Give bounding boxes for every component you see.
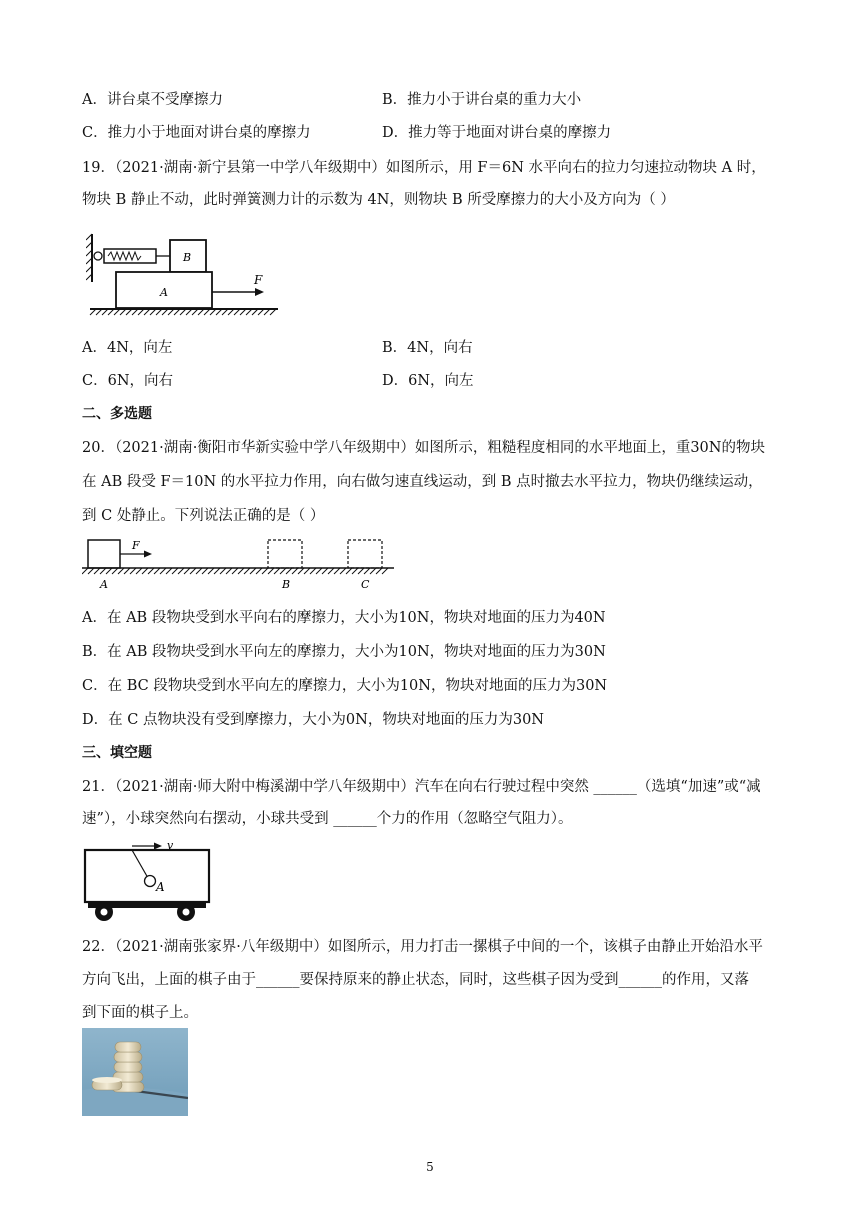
q20-option-a: A．在 AB 段物块受到水平向右的摩擦力，大小为10N，物块对地面的压力为40N [82, 610, 606, 626]
q22-photo-chess-pieces [82, 1028, 188, 1116]
q21-stem-line1: 21．（2021·湖南·师大附中梅溪湖中学八年级期中）汽车在向右行驶过程中突然 ______（选填“加速”或“减 [82, 779, 761, 795]
q20-label-a: A [100, 578, 108, 591]
q21-stem-line2: 速”），小球突然向右摆动，小球共受到 ______个力的作用（忽略空气阻力）。 [82, 811, 573, 827]
q19-stem-line2: 物块 B 静止不动，此时弹簧测力计的示数为 4N，则物块 B 所受摩擦力的大小及方向为（ ） [82, 192, 675, 208]
q18-option-a: A．讲台桌不受摩擦力 [82, 92, 223, 108]
q20-label-c: C [361, 578, 370, 591]
q20-stem-line2: 在 AB 段受 F＝10N 的水平拉力作用，向右做匀速直线运动，到 B 点时撤去水平拉力，物块仍继续运动， [82, 474, 763, 490]
q20-label-b: B [282, 578, 291, 591]
q19-option-b: B．4N，向右 [382, 340, 473, 356]
q19-label-f: F [254, 273, 263, 287]
q22-stem-line1: 22．（2021·湖南张家界·八年级期中）如图所示，用力打击一摞棋子中间的一个，该棋子由静止开始沿水平 [82, 939, 763, 955]
q21-figure [82, 838, 212, 924]
q20-stem-line1: 20．（2021·湖南·衡阳市华新实验中学八年级期中）如图所示，粗糙程度相同的水平地面上，重30N的物块 [82, 440, 765, 456]
section-title-multiple-choice: 二、多选题 [82, 406, 152, 422]
q18-option-d: D．推力等于地面对讲台桌的摩擦力 [382, 125, 612, 141]
q18-option-c: C．推力小于地面对讲台桌的摩擦力 [82, 125, 311, 141]
q19-figure [86, 230, 281, 325]
q21-label-a: A [156, 880, 165, 894]
q20-option-d: D．在 C 点物块没有受到摩擦力，大小为0N，物块对地面的压力为30N [82, 712, 544, 728]
q20-option-b: B．在 AB 段物块受到水平向左的摩擦力，大小为10N，物块对地面的压力为30N [82, 644, 606, 660]
q20-option-c: C．在 BC 段物块受到水平向左的摩擦力，大小为10N，物块对地面的压力为30N [82, 678, 608, 694]
q20-stem-line3: 到 C 处静止。下列说法正确的是（ ） [82, 508, 325, 524]
q19-label-a: A [160, 286, 168, 299]
q19-option-c: C．6N，向右 [82, 373, 174, 389]
q19-stem-line1: 19．（2021·湖南·新宁县第一中学八年级期中）如图所示，用 F＝6N 水平向右的拉力匀速拉动物块 A 时， [82, 160, 766, 176]
q19-option-d: D．6N，向左 [382, 373, 474, 389]
q22-stem-line2: 方向飞出，上面的棋子由于______要保持原来的静止状态，同时，这些棋子因为受到______的作用，又落 [82, 972, 749, 988]
q20-figure [82, 536, 398, 594]
q19-option-a: A．4N，向左 [82, 340, 173, 356]
q21-label-v: v [167, 839, 174, 852]
q22-stem-line3: 到下面的棋子上。 [82, 1005, 198, 1021]
section-title-fill-in: 三、填空题 [82, 745, 152, 761]
q19-label-b: B [183, 251, 192, 264]
q18-option-b: B．推力小于讲台桌的重力大小 [382, 92, 582, 108]
page-number: 5 [426, 1160, 434, 1174]
q20-label-f: F [132, 539, 140, 552]
